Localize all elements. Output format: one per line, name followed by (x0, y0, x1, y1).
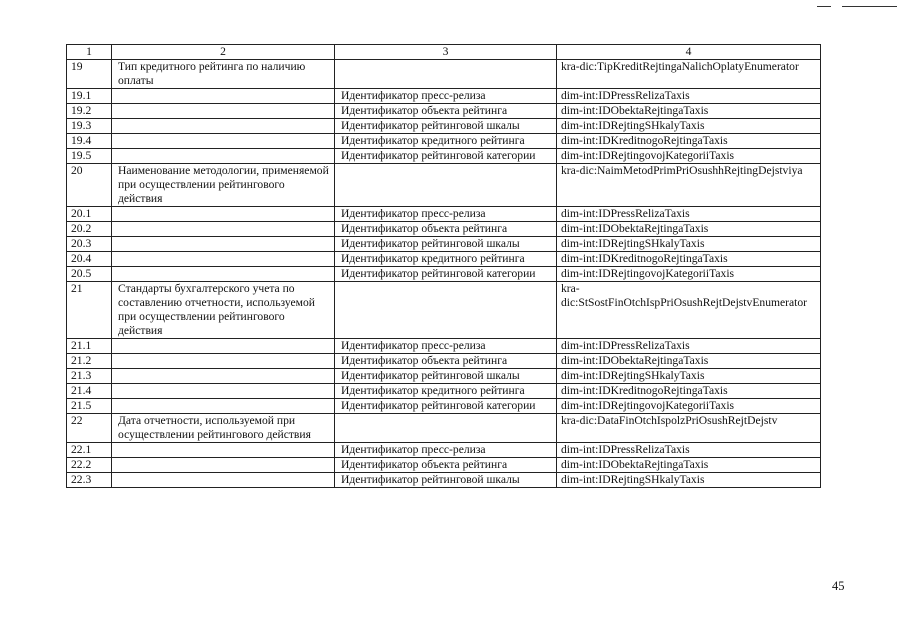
row-code: dim-int:IDObektaRejtingaTaxis (557, 458, 821, 473)
row-number: 21.5 (67, 399, 112, 414)
row-element-name (112, 267, 335, 282)
row-element-name (112, 339, 335, 354)
row-code: dim-int:IDRejtingSHkalyTaxis (557, 369, 821, 384)
row-number: 22.1 (67, 443, 112, 458)
row-element-name (112, 237, 335, 252)
row-code: dim-int:IDPressRelizaTaxis (557, 443, 821, 458)
document-table (66, 44, 821, 488)
row-element-name (112, 473, 335, 488)
row-code: kra-dic:StSostFinOtchIspPriOsushRejtDejstvEnumerator (557, 282, 821, 339)
table-row (67, 104, 821, 119)
row-dimension: Идентификатор кредитного рейтинга (335, 252, 557, 267)
table-row (67, 237, 821, 252)
table-row (67, 458, 821, 473)
table-row (67, 354, 821, 369)
row-dimension (335, 60, 557, 89)
row-number: 20.4 (67, 252, 112, 267)
row-code: dim-int:IDKreditnogoRejtingaTaxis (557, 252, 821, 267)
row-number: 20.1 (67, 207, 112, 222)
row-number: 20.2 (67, 222, 112, 237)
table-row (67, 473, 821, 488)
row-dimension (335, 282, 557, 339)
table-header-row (67, 45, 821, 60)
table-row (67, 222, 821, 237)
row-code: dim-int:IDRejtingSHkalyTaxis (557, 237, 821, 252)
table-row (67, 282, 821, 339)
header-col-2: 2 (112, 45, 335, 60)
row-dimension: Идентификатор пресс-релиза (335, 89, 557, 104)
row-number: 22 (67, 414, 112, 443)
row-code: kra-dic:NaimMetodPrimPriOsushhRejtingDejstviya (557, 164, 821, 207)
row-code: dim-int:IDPressRelizaTaxis (557, 89, 821, 104)
row-element-name (112, 384, 335, 399)
row-element-name (112, 134, 335, 149)
row-code: dim-int:IDRejtingSHkalyTaxis (557, 119, 821, 134)
table-row (67, 443, 821, 458)
row-number: 19.2 (67, 104, 112, 119)
row-number: 20.5 (67, 267, 112, 282)
header-col-1: 1 (67, 45, 112, 60)
row-dimension: Идентификатор кредитного рейтинга (335, 384, 557, 399)
row-element-name (112, 369, 335, 384)
row-dimension (335, 164, 557, 207)
table-row (67, 399, 821, 414)
row-code: dim-int:IDPressRelizaTaxis (557, 207, 821, 222)
row-code: dim-int:IDKreditnogoRejtingaTaxis (557, 384, 821, 399)
row-code: dim-int:IDRejtingSHkalyTaxis (557, 473, 821, 488)
row-dimension: Идентификатор объекта рейтинга (335, 458, 557, 473)
row-dimension: Идентификатор рейтинговой категории (335, 399, 557, 414)
row-code: dim-int:IDKreditnogoRejtingaTaxis (557, 134, 821, 149)
row-element-name (112, 399, 335, 414)
row-dimension: Идентификатор рейтинговой шкалы (335, 369, 557, 384)
table-row (67, 134, 821, 149)
row-dimension: Идентификатор объекта рейтинга (335, 354, 557, 369)
row-code: dim-int:IDObektaRejtingaTaxis (557, 222, 821, 237)
row-code: kra-dic:DataFinOtchIspolzPriOsushRejtDejstv (557, 414, 821, 443)
row-element-name (112, 354, 335, 369)
row-number: 19.4 (67, 134, 112, 149)
top-rule-long (842, 6, 897, 7)
table-row (67, 252, 821, 267)
row-element-name: Наименование методологии, применяемой при осуществлении рейтингового действия (112, 164, 335, 207)
header-col-4: 4 (557, 45, 821, 60)
row-dimension: Идентификатор рейтинговой шкалы (335, 473, 557, 488)
table-body (67, 45, 821, 488)
row-dimension: Идентификатор рейтинговой категории (335, 149, 557, 164)
row-dimension: Идентификатор пресс-релиза (335, 339, 557, 354)
table-row (67, 119, 821, 134)
top-rule-short (817, 6, 831, 7)
row-code: dim-int:IDObektaRejtingaTaxis (557, 104, 821, 119)
row-code: dim-int:IDObektaRejtingaTaxis (557, 354, 821, 369)
row-dimension: Идентификатор объекта рейтинга (335, 104, 557, 119)
table-row (67, 414, 821, 443)
row-code: dim-int:IDPressRelizaTaxis (557, 339, 821, 354)
table-row (67, 149, 821, 164)
row-number: 22.2 (67, 458, 112, 473)
row-element-name (112, 443, 335, 458)
row-code: dim-int:IDRejtingovojKategoriiTaxis (557, 149, 821, 164)
table-row (67, 339, 821, 354)
row-dimension: Идентификатор кредитного рейтинга (335, 134, 557, 149)
table-row (67, 384, 821, 399)
row-dimension: Идентификатор пресс-релиза (335, 443, 557, 458)
row-element-name: Стандарты бухгалтерского учета по составлению отчетности, используемой при осуществлении рейтингового действия (112, 282, 335, 339)
row-element-name (112, 149, 335, 164)
row-element-name (112, 89, 335, 104)
row-dimension: Идентификатор рейтинговой шкалы (335, 119, 557, 134)
row-code: kra-dic:TipKreditRejtingaNalichOplatyEnumerator (557, 60, 821, 89)
row-element-name (112, 207, 335, 222)
row-element-name: Дата отчетности, используемой при осуществлении рейтингового действия (112, 414, 335, 443)
row-dimension: Идентификатор объекта рейтинга (335, 222, 557, 237)
row-element-name (112, 119, 335, 134)
table-row (67, 164, 821, 207)
row-number: 21.4 (67, 384, 112, 399)
page-number: 45 (832, 579, 845, 593)
row-number: 21 (67, 282, 112, 339)
row-number: 20.3 (67, 237, 112, 252)
header-col-3: 3 (335, 45, 557, 60)
row-number: 19.1 (67, 89, 112, 104)
table-row (67, 267, 821, 282)
row-code: dim-int:IDRejtingovojKategoriiTaxis (557, 267, 821, 282)
row-number: 21.2 (67, 354, 112, 369)
row-element-name (112, 222, 335, 237)
row-number: 19.3 (67, 119, 112, 134)
row-element-name (112, 252, 335, 267)
row-dimension: Идентификатор пресс-релиза (335, 207, 557, 222)
row-number: 19.5 (67, 149, 112, 164)
row-number: 21.1 (67, 339, 112, 354)
row-code: dim-int:IDRejtingovojKategoriiTaxis (557, 399, 821, 414)
table-row (67, 369, 821, 384)
row-dimension: Идентификатор рейтинговой шкалы (335, 237, 557, 252)
table-row (67, 60, 821, 89)
row-element-name (112, 104, 335, 119)
row-dimension (335, 414, 557, 443)
row-element-name (112, 458, 335, 473)
row-element-name: Тип кредитного рейтинга по наличию оплаты (112, 60, 335, 89)
row-number: 22.3 (67, 473, 112, 488)
row-number: 20 (67, 164, 112, 207)
row-dimension: Идентификатор рейтинговой категории (335, 267, 557, 282)
row-number: 21.3 (67, 369, 112, 384)
row-number: 19 (67, 60, 112, 89)
table-row (67, 89, 821, 104)
table-row (67, 207, 821, 222)
